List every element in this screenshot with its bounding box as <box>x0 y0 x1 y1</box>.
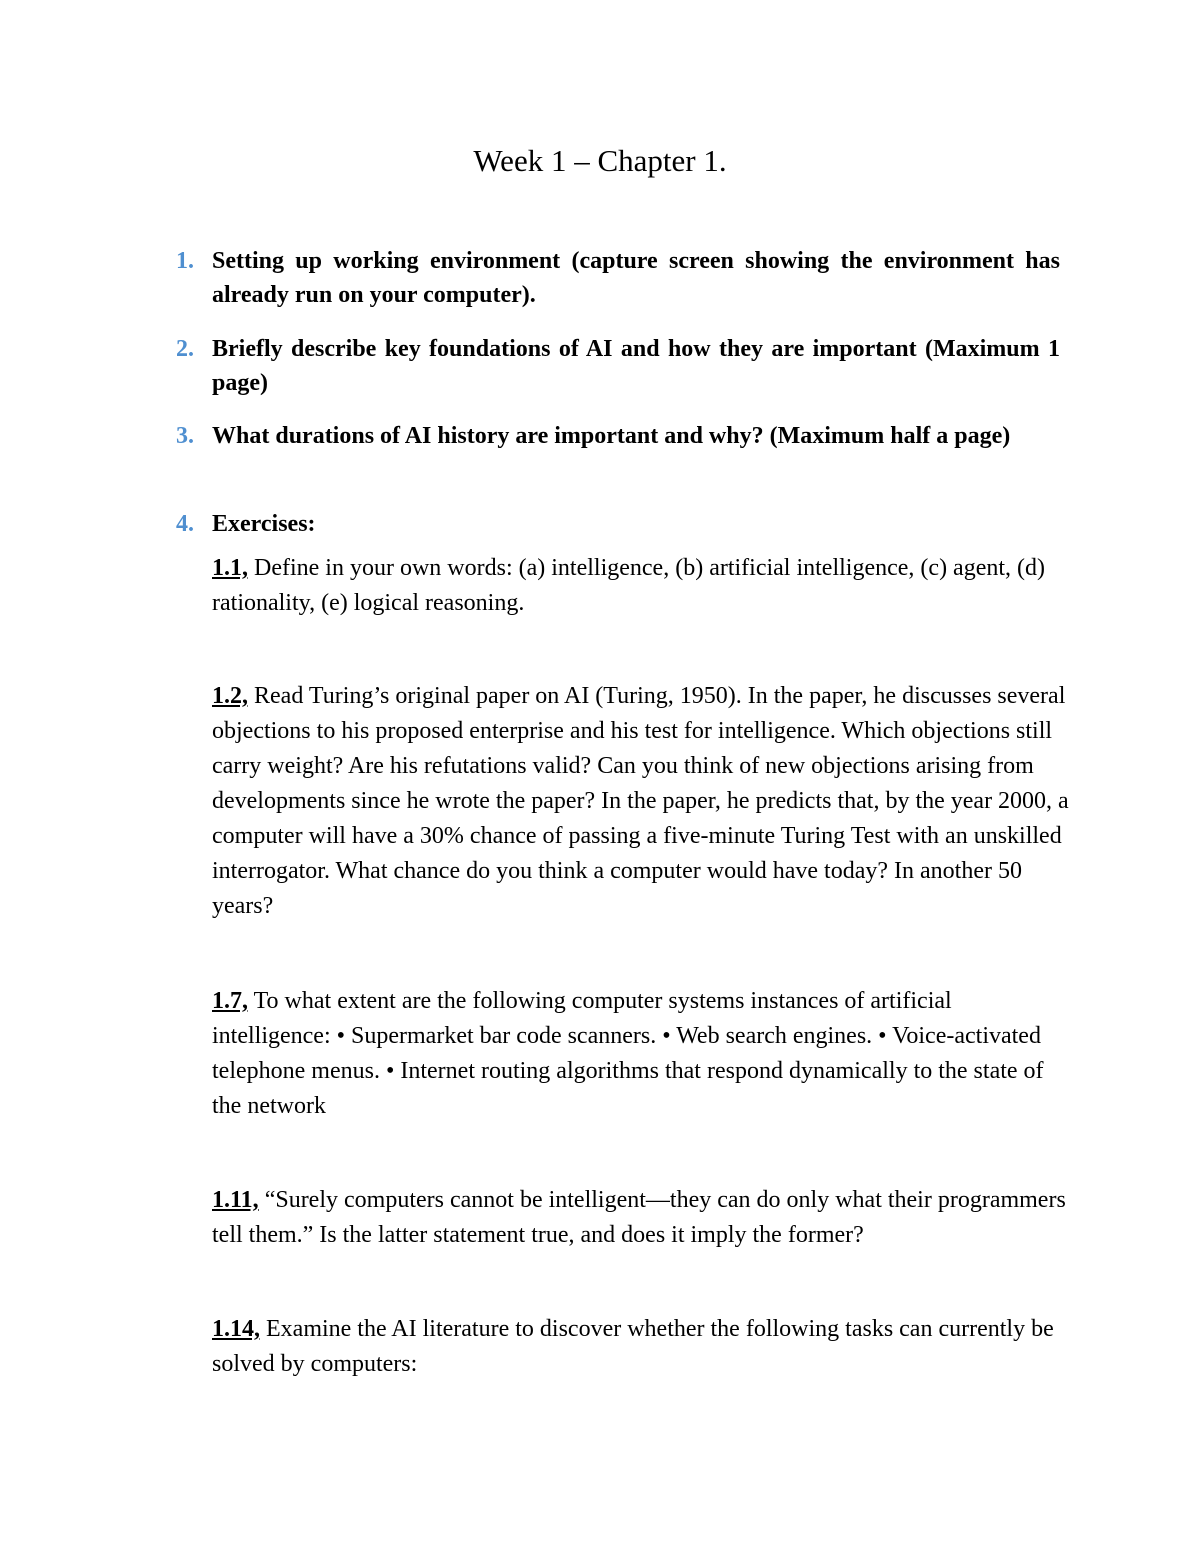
exercise-ref: 1.7, <box>212 988 248 1014</box>
question-item-2 <box>176 332 1060 400</box>
exercise-ref: 1.2, <box>212 683 248 709</box>
question-text: Exercises: <box>212 511 316 537</box>
question-item-3 <box>176 419 1060 453</box>
exercise-text: “Surely computers cannot be intelligent—they can do only what their programmers tell them.” Is the latter statement true, and does it imply the former? <box>212 1187 1066 1248</box>
exercise-text: To what extent are the following computer systems instances of artificial intelligence: • Supermarket bar code scanners. • Web search engines. • Voice-activated telephone menus. • Internet routing algorithms that respond dynamically to the state of the network <box>212 988 1044 1119</box>
question-number: 1. <box>176 248 194 274</box>
exercise-text: Read Turing’s original paper on AI (Turing, 1950). In the paper, he discusses several objections to his proposed enterprise and his test for intelligence. Which objections still carry weight? Are his refutations valid? Can you think of new objections arising from developments since he wrote the paper? In the paper, he predicts that, by the year 2000, a computer will have a 30% chance of passing a five-minute Turing Test with an unskilled interrogator. What chance do you think a computer would have today? In another 50 years? <box>212 683 1069 919</box>
question-text: What durations of AI history are important and why? (Maximum half a page) <box>212 423 1011 449</box>
exercise-item-1-7 <box>212 984 1072 1124</box>
exercise-text: Examine the AI literature to discover whether the following tasks can currently be solved by computers: <box>212 1316 1054 1377</box>
exercise-ref: 1.14, <box>212 1316 260 1342</box>
question-number: 3. <box>176 423 194 449</box>
question-number: 4. <box>176 511 194 537</box>
exercise-item-1-11 <box>212 1183 1072 1253</box>
question-item-1 <box>176 244 1060 312</box>
question-number: 2. <box>176 336 194 362</box>
question-text: Briefly describe key foundations of AI and how they are important (Maximum 1 page) <box>212 336 1060 396</box>
exercise-item-1-1 <box>212 551 1072 621</box>
exercise-item-1-2 <box>212 679 1072 924</box>
exercise-item-1-14 <box>212 1312 1072 1382</box>
exercise-ref: 1.11, <box>212 1187 259 1213</box>
exercise-ref: 1.1, <box>212 555 248 581</box>
exercise-text: Define in your own words: (a) intelligence, (b) artificial intelligence, (c) agent, (d) rationality, (e) logical reasoning. <box>212 555 1046 616</box>
question-text: Setting up working environment (capture screen showing the environment has already run on your computer). <box>212 248 1060 308</box>
question-item-4 <box>176 507 1060 541</box>
page-title: Week 1 – Chapter 1. <box>473 143 727 178</box>
